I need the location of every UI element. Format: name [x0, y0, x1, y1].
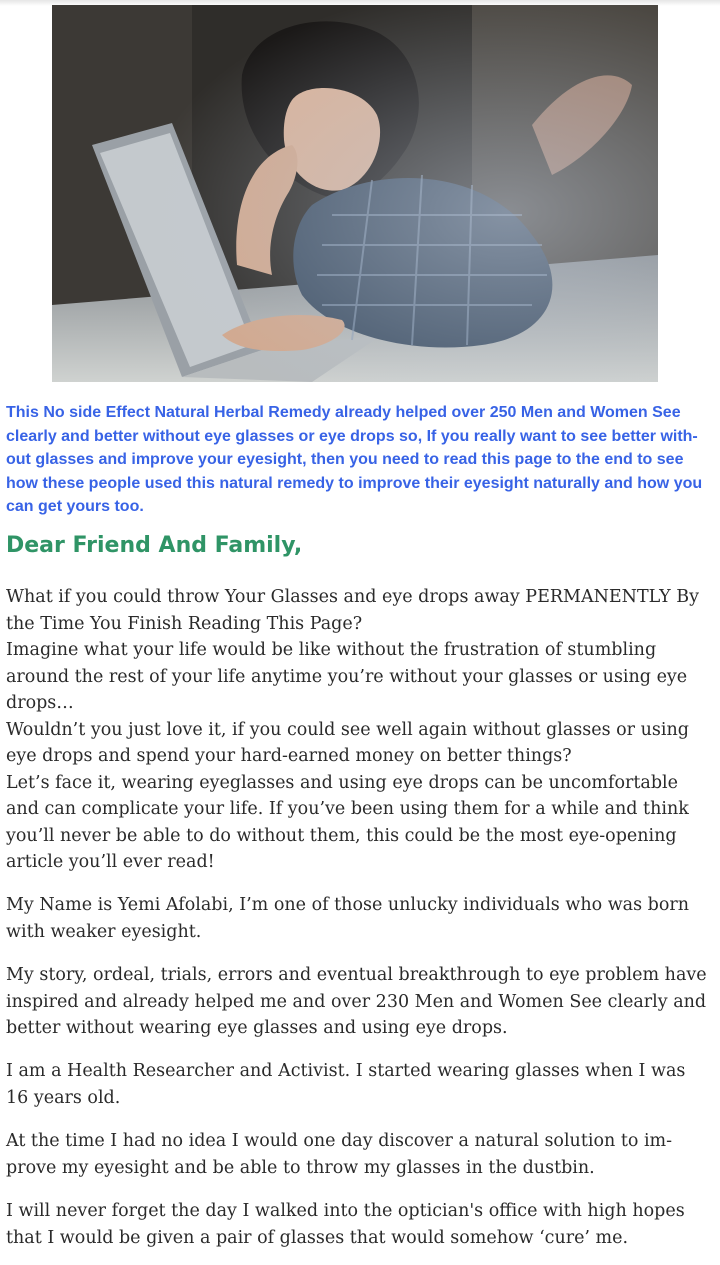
intro-text: This No side Effect Natural Herbal Remedy already helped over 250 Men and Women See clearly and better without eye glasses or eye drops so, If you really want to see better with-out glasses and improve your eyesight, then you need to read this page to the end to see how these people used this natural remedy to improve their eyesight naturally and how you can get yours too.	[6, 404, 703, 515]
paragraph-researcher: I am a Health Researcher and Activist. I started wearing glasses when I was 16 years old.	[6, 1061, 686, 1108]
hero-illustration	[52, 5, 658, 382]
paragraph-line: Imagine what your life would be like without the frustration of stumbling around the rest of your life anytime you’re without your glasses or using eye drops…	[6, 640, 688, 713]
paragraph-story: My story, ordeal, trials, errors and eventual breakthrough to eye problem have inspired and already helped me and over 230 Men and Women See clearly and better without wearing eye glasses and using eye drops.	[6, 965, 707, 1038]
paragraph-line: Wouldn’t you just love it, if you could see well again without glasses or using eye drops and spend your hard-earned money on better things?	[6, 719, 689, 766]
paragraph-opening	[6, 584, 712, 876]
greeting-heading: Dear Friend And Family,	[6, 533, 303, 558]
paragraph-discovery: At the time I had no idea I would one day discover a natural solution to im-prove my eyesight and be able to throw my glasses in the dustbin.	[6, 1131, 673, 1178]
paragraph-line: What if you could throw Your Glasses and eye drops away PERMANENTLY By the Time You Finish Reading This Page?	[6, 587, 700, 634]
paragraph-name: My Name is Yemi Afolabi, I’m one of those unlucky individuals who was born with weaker eyesight.	[6, 895, 690, 942]
paragraph-optician: I will never forget the day I walked into the optician's office with high hopes that I would be given a pair of glasses that would somehow ‘cure’ me.	[6, 1201, 685, 1248]
paragraph-line: Let’s face it, wearing eyeglasses and using eye drops can be uncomfortable and can complicate your life. If you’ve been using them for a while and think you’ll never be able to do without them, this could be the most eye-opening article you’ll ever read!	[6, 772, 689, 872]
hero-image	[52, 5, 658, 382]
